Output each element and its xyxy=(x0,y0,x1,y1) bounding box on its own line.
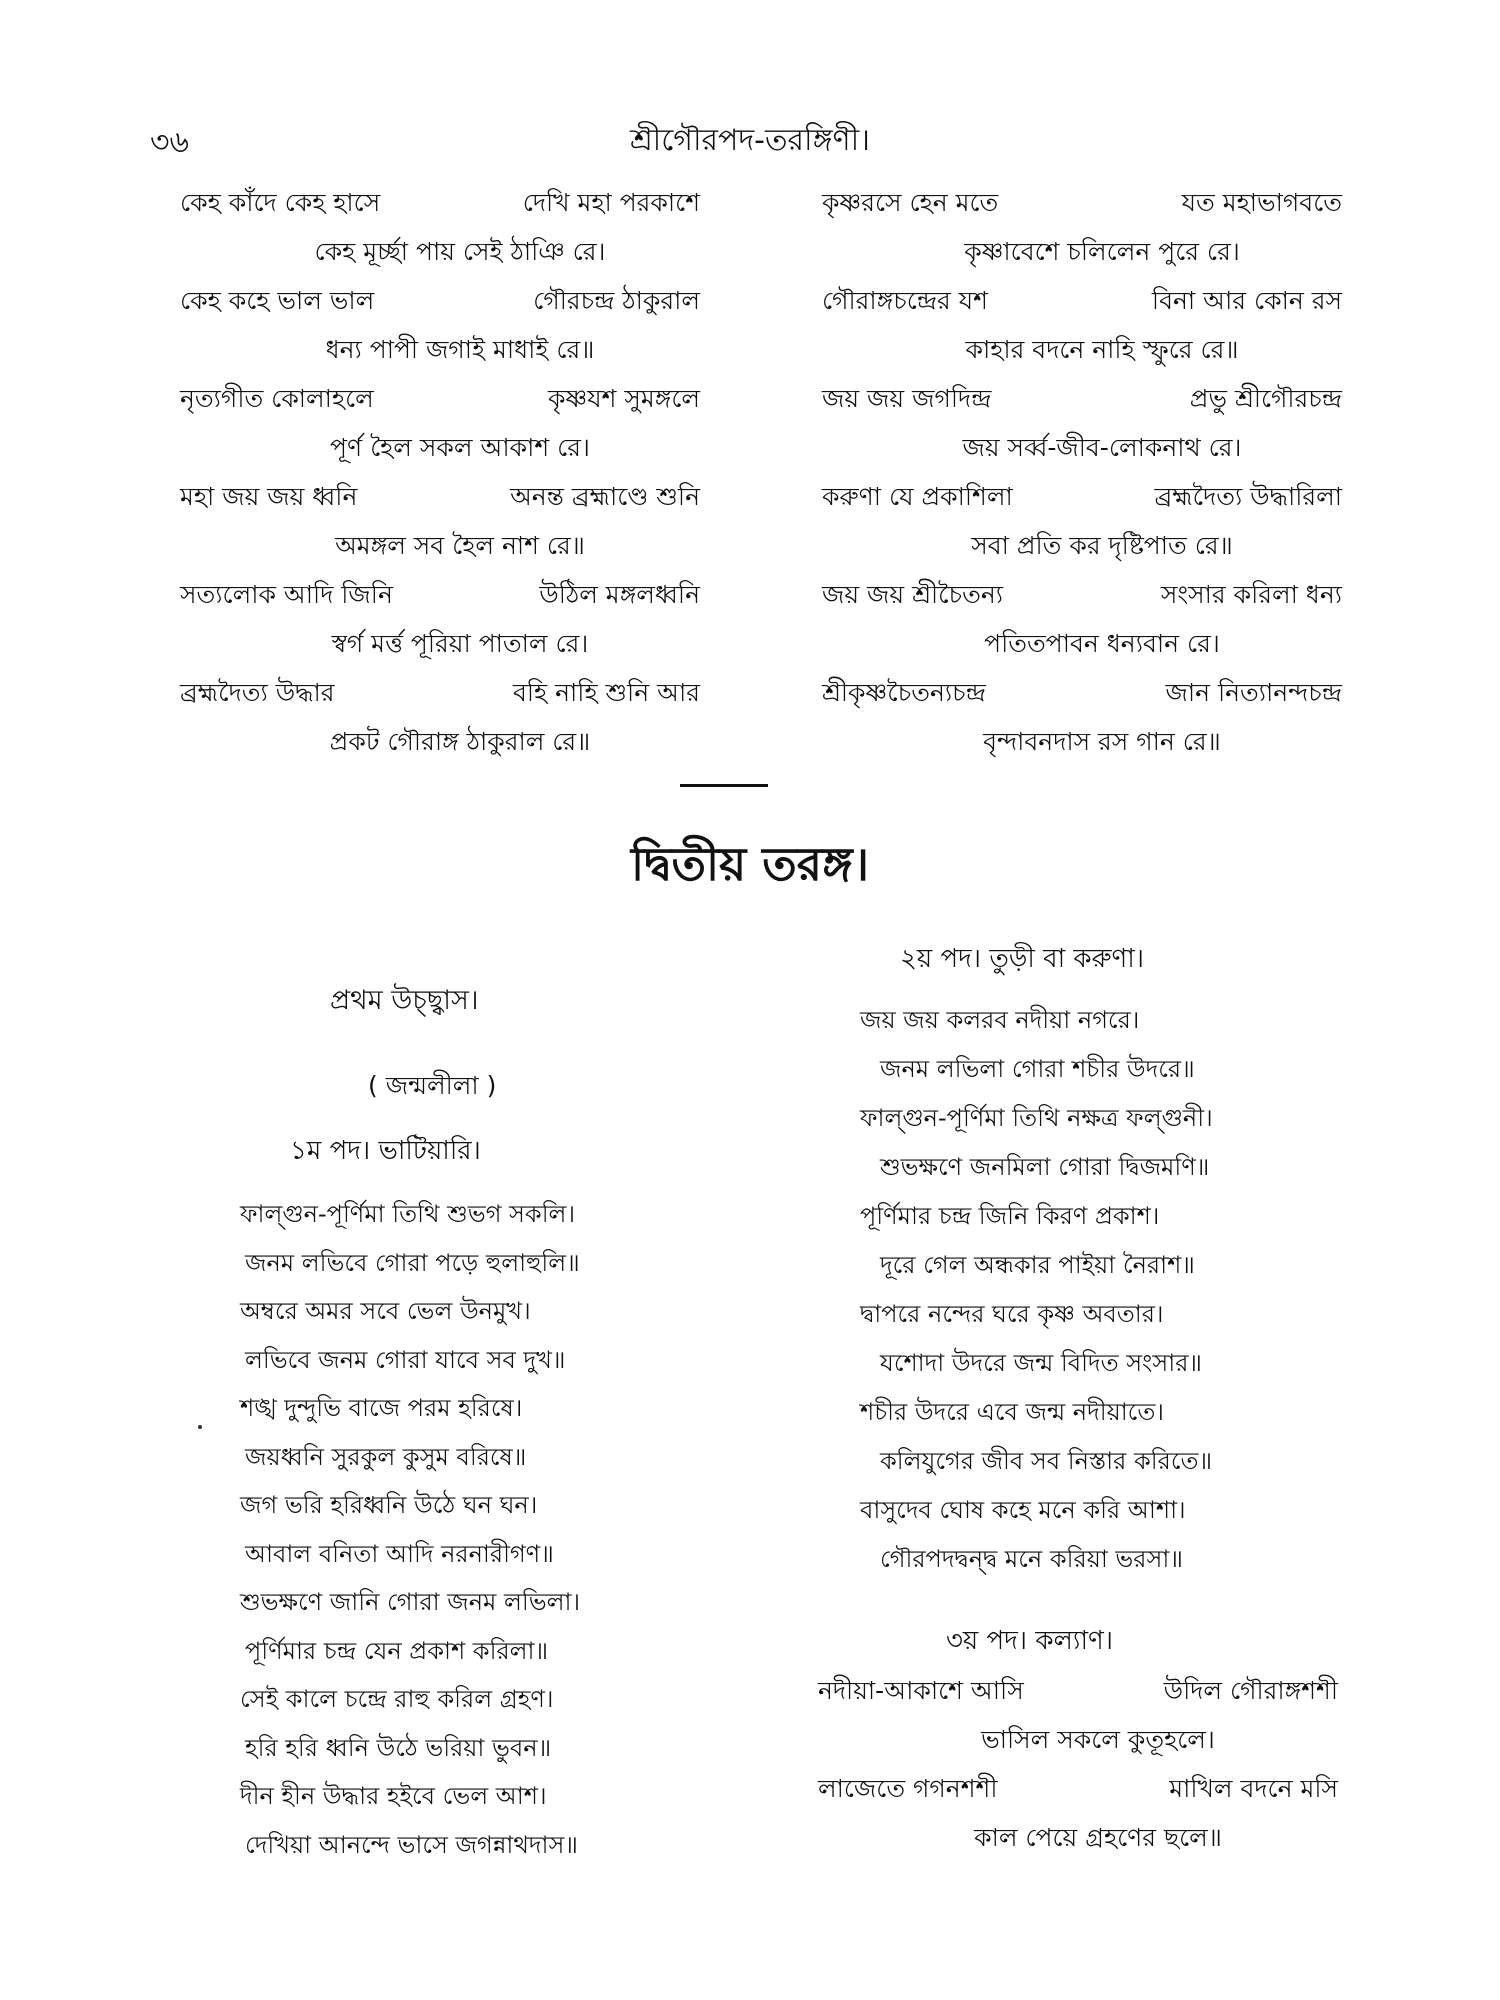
verse-half: লাজেতে গগনশশী xyxy=(818,1774,998,1803)
poem-line: শঙ্খ দুন্দুভি বাজে পরম হরিষে। xyxy=(240,1394,523,1422)
verse-refrain: কেহ মূর্চ্ছা পায় সেই ঠাঞি রে। xyxy=(314,237,606,266)
verse-half: করুণা যে প্রকাশিলা xyxy=(822,482,1013,511)
verse-half: কেহ কহে ভাল ভাল xyxy=(180,286,375,315)
poem-line: যশোদা উদরে জন্ম বিদিত সংসার॥ xyxy=(880,1349,1202,1377)
verse-refrain: কৃষ্ণাবেশে চলিলেন পুরে রে। xyxy=(964,237,1240,266)
verse-half: জান নিত্যানন্দচন্দ্র xyxy=(1165,678,1342,707)
verse-half: বহি নাহি শুনি আর xyxy=(512,678,700,707)
page-number: ৩৬ xyxy=(150,125,190,160)
verse-half: মহা জয় জয় ধ্বনি xyxy=(180,482,358,511)
verse-refrain: সবা প্রতি কর দৃষ্টিপাত রে॥ xyxy=(971,531,1233,560)
verse-refrain: প্রকট গৌরাঙ্গ ঠাকুরাল রে॥ xyxy=(329,727,591,756)
poem-line: জনম লভিবে গোরা পড়ে হুলাহুলি॥ xyxy=(245,1248,580,1277)
verse-half: জয় জয় শ্রীচৈতন্য xyxy=(822,580,1004,609)
poem-line: গৌরপদদ্বন্দ্ব মনে করিয়া ভরসা॥ xyxy=(880,1545,1183,1573)
verse-half: নৃত্যগীত কোলাহলে xyxy=(180,384,374,413)
poem-line: শচীর উদরে এবে জন্ম নদীয়াতে। xyxy=(860,1398,1164,1426)
poem-line: জগ ভরি হরিধ্বনি উঠে ঘন ঘন। xyxy=(240,1491,538,1519)
stanza xyxy=(180,570,700,668)
poem-line: দ্বাপরে নন্দের ঘরে কৃষ্ণ অবতার। xyxy=(860,1300,1164,1328)
stanza xyxy=(818,1764,1338,1862)
poem-line: জনম লভিলা গোরা শচীর উদরে॥ xyxy=(880,1055,1195,1083)
verse-refrain: জয় সর্ব্ব-জীব-লোকনাথ রে। xyxy=(962,433,1242,462)
verse-refrain: অমঙ্গল সব হৈল নাশ রে॥ xyxy=(335,531,585,560)
chapter-subtitle: ( জন্মলীলা ) xyxy=(368,1071,497,1100)
verse-refrain: ভাসিল সকলে কুতূহলে। xyxy=(981,1725,1215,1754)
top-left-column xyxy=(180,178,700,766)
verse-half: প্রভু শ্রীগৌরচন্দ্র xyxy=(1189,384,1342,413)
poem-line: পূর্ণিমার চন্দ্র জিনি কিরণ প্রকাশ। xyxy=(860,1202,1160,1230)
stanza xyxy=(180,668,700,766)
section-title: দ্বিতীয় তরঙ্গ। xyxy=(630,837,870,891)
poem-line: অম্বরে অমর সবে ভেল উনমুখ। xyxy=(240,1297,531,1325)
stanza xyxy=(180,276,700,374)
verse-half: দেখি মহা পরকাশে xyxy=(522,188,700,217)
stanza xyxy=(822,276,1342,374)
stanza xyxy=(180,178,700,276)
verse-half: অনন্ত ব্রহ্মাণ্ডে শুনি xyxy=(510,482,700,511)
stanza xyxy=(180,472,700,570)
pada-2-poem xyxy=(860,996,1340,1584)
stanza xyxy=(180,374,700,472)
running-header: শ্রীগৌরপদ-তরঙ্গিণী। xyxy=(630,123,870,158)
pada-heading: ৩য় পদ। কল্যাণ। xyxy=(946,1626,1114,1656)
poem-line: লভিবে জনম গোরা যাবে সব দুখ॥ xyxy=(245,1345,566,1374)
verse-refrain: পতিতপাবন ধন্যবান রে। xyxy=(984,629,1220,658)
verse-refrain: কাল পেয়ে গ্রহণের ছলে॥ xyxy=(974,1823,1222,1852)
pada-heading: ১ম পদ। ভাটিয়ারি। xyxy=(290,1136,481,1166)
poem-line: জয়ধ্বনি সুরকুল কুসুম বরিষে॥ xyxy=(245,1442,527,1471)
poem-line: সেই কালে চন্দ্রে রাহু করিল গ্রহণ। xyxy=(240,1685,554,1713)
verse-half: সংসার করিলা ধন্য xyxy=(1160,580,1342,609)
stanza xyxy=(822,668,1342,766)
poem-line: বাসুদেব ঘোষ কহে মনে করি আশা। xyxy=(860,1496,1186,1524)
poem-line: জয় জয় কলরব নদীয়া নগরে। xyxy=(860,1006,1140,1034)
poem-line: শুভক্ষণে জানি গোরা জনম লভিলা। xyxy=(240,1588,581,1616)
poem-line: পূর্ণিমার চন্দ্র যেন প্রকাশ করিলা॥ xyxy=(245,1636,549,1665)
poem-line: আবাল বনিতা আদি নরনারীগণ॥ xyxy=(245,1539,554,1568)
verse-half: যত মহাভাগবতে xyxy=(1181,188,1342,217)
poem-line: ফাল্গুন-পূর্ণিমা তিথি শুভগ সকলি। xyxy=(240,1200,576,1228)
verse-refrain: কাহার বদনে নাহি স্ফুরে রে॥ xyxy=(965,335,1239,364)
poem-line: হরি হরি ধ্বনি উঠে ভরিয়া ভুবন॥ xyxy=(245,1733,552,1762)
chapter-heading: প্রথম উচ্ছ্বাস। xyxy=(330,985,479,1016)
verse-half: কেহ কাঁদে কেহ হাসে xyxy=(180,188,381,217)
verse-half: নদীয়া-আকাশে আসি xyxy=(818,1676,1024,1705)
verse-half: উঠিল মঙ্গলধ্বনি xyxy=(539,580,700,609)
section-divider xyxy=(680,784,768,787)
ink-speck xyxy=(198,1425,202,1429)
verse-half: ব্রহ্মদৈত্য উদ্ধার xyxy=(180,678,335,707)
stanza xyxy=(822,374,1342,472)
poem-line: কলিযুগের জীব সব নিস্তার করিতে॥ xyxy=(880,1447,1213,1475)
pada-1-poem xyxy=(200,1190,680,1869)
top-right-column xyxy=(822,178,1342,766)
poem-line: দীন হীন উদ্ধার হইবে ভেল আশ। xyxy=(240,1782,547,1810)
verse-half: কৃষ্ণযশ সুমঙ্গলে xyxy=(548,384,700,413)
poem-line: দূরে গেল অন্ধকার পাইয়া নৈরাশ॥ xyxy=(880,1251,1195,1279)
stanza xyxy=(822,178,1342,276)
verse-half: ব্রহ্মদৈত্য উদ্ধারিলা xyxy=(1154,482,1342,511)
verse-refrain: স্বর্গ মর্ত্ত পূরিয়া পাতাল রে। xyxy=(331,629,589,658)
stanza xyxy=(818,1666,1338,1764)
pada-3-poem xyxy=(818,1666,1338,1862)
verse-half: কৃষ্ণরসে হেন মতে xyxy=(822,188,999,217)
stanza xyxy=(822,472,1342,570)
verse-half: জয় জয় জগদিন্দ্র xyxy=(822,384,992,413)
verse-refrain: ধন্য পাপী জগাই মাধাই রে॥ xyxy=(325,335,595,364)
verse-half: উদিল গৌরাঙ্গশশী xyxy=(1163,1676,1338,1705)
verse-half: গৌরাঙ্গচন্দ্রের যশ xyxy=(822,286,988,315)
verse-half: শ্রীকৃষ্ণচৈতন্যচন্দ্র xyxy=(822,678,986,707)
pada-heading: ২য় পদ। তুড়ী বা করুণা। xyxy=(900,944,1145,974)
verse-half: গৌরচন্দ্র ঠাকুরাল xyxy=(533,286,700,315)
verse-half: সত্যলোক আদি জিনি xyxy=(180,580,393,609)
poem-line: দেখিয়া আনন্দে ভাসে জগন্নাথদাস॥ xyxy=(245,1830,578,1859)
verse-half: মাখিল বদনে মসি xyxy=(1169,1774,1338,1803)
verse-half: বিনা আর কোন রস xyxy=(1151,286,1342,315)
poem-line: ফাল্গুন-পূর্ণিমা তিথি নক্ষত্র ফল্গুনী। xyxy=(860,1104,1213,1132)
poem-line: শুভক্ষণে জনমিলা গোরা দ্বিজমণি॥ xyxy=(880,1153,1210,1181)
verse-refrain: পূর্ণ হৈল সকল আকাশ রে। xyxy=(330,433,590,462)
verse-refrain: বৃন্দাবনদাস রস গান রে॥ xyxy=(983,727,1221,756)
stanza xyxy=(822,570,1342,668)
